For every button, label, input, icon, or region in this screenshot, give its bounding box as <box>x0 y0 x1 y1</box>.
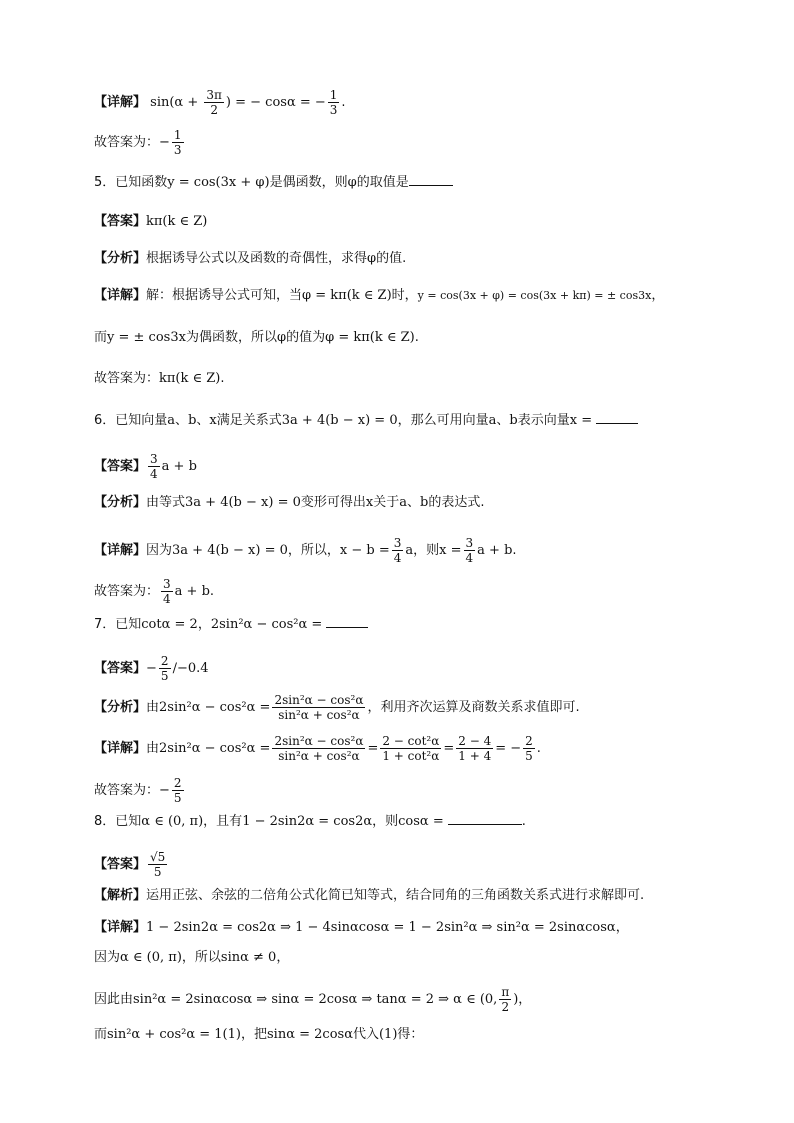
text: ，所以， <box>287 543 340 558</box>
text: 、 <box>407 495 421 510</box>
denominator: 4 <box>465 551 474 565</box>
answer-line <box>94 850 169 879</box>
math: sin²α = 2sinαcosα ⇒ sinα = 2cosα ⇒ tanα = 2 ⇒ α ∈ (0, <box>133 992 498 1007</box>
text: . <box>521 814 526 829</box>
math: φ = kπ(k ∈ Z) <box>325 330 415 345</box>
math: sinα ≠ 0 <box>220 950 277 965</box>
math: φ <box>347 175 357 190</box>
math: b <box>188 413 197 428</box>
detail-line <box>94 918 629 938</box>
numerator: 3 <box>465 536 474 550</box>
math: cotα = 2 <box>141 617 198 632</box>
denominator: 5 <box>525 749 533 763</box>
math: sin <box>150 95 170 110</box>
text: 由 <box>146 700 160 715</box>
answer-tag: 【答案】 <box>94 661 147 676</box>
math: − <box>146 661 157 676</box>
fraction <box>272 693 365 722</box>
math: x = <box>569 413 593 428</box>
math: φ = kπ(k ∈ Z) <box>302 288 392 303</box>
numerator: √5 <box>150 850 166 864</box>
text: 时， <box>391 288 418 303</box>
answer-line <box>94 128 186 157</box>
answer-blank <box>326 615 368 628</box>
math: 3a + 4(b − x) = 0 <box>185 495 301 510</box>
numerator: π <box>501 985 510 999</box>
fraction <box>172 776 184 805</box>
analysis-tag: 【分析】 <box>94 495 147 510</box>
math: 1 − 2sin2α = cos2α <box>242 814 373 829</box>
q-text: ， <box>197 617 211 632</box>
q-text: 7．已知 <box>94 617 142 632</box>
text: ， <box>615 920 629 935</box>
detail-line <box>94 536 517 565</box>
text: 故答案为： <box>94 584 160 599</box>
math: kπ(k ∈ Z) <box>159 371 221 386</box>
text: 、 <box>496 413 510 428</box>
text: 故答案为： <box>94 371 160 386</box>
text: 关于 <box>373 495 400 510</box>
question-7 <box>94 615 368 635</box>
q-text: 满足关系式 <box>216 413 282 428</box>
text: ， <box>518 992 532 1007</box>
fraction <box>204 88 224 117</box>
detail-tag: 【详解】 <box>94 920 147 935</box>
math: α ∈ (0, π) <box>120 950 182 965</box>
denominator: 3 <box>329 103 338 117</box>
detail-line <box>94 88 346 117</box>
q-text: 的取值是 <box>356 175 409 190</box>
math: a <box>167 413 176 428</box>
answer-label: 故答案为：− <box>94 135 170 150</box>
numerator: 2sin²α − cos²α <box>274 693 364 707</box>
detail-line-2 <box>94 328 419 348</box>
denominator: 4 <box>163 592 171 606</box>
analysis-tag: 【分析】 <box>94 251 147 266</box>
text: 因为 <box>94 950 121 965</box>
math: /−0.4 <box>172 661 209 676</box>
numerator: 3 <box>150 452 158 466</box>
math: y = cos(3x + φ) <box>167 175 270 190</box>
math: α ∈ (0, π) <box>141 814 204 829</box>
detail-tag: 【详解】 <box>94 543 147 558</box>
math: 3a + 4(b − x) = 0 <box>281 413 398 428</box>
text: . <box>209 584 215 599</box>
q-text: ，那么可用向量 <box>397 413 489 428</box>
analysis-tag: 【分析】 <box>94 700 147 715</box>
text: 由 <box>146 741 160 756</box>
denominator: 4 <box>393 551 402 565</box>
text: ， <box>276 950 290 965</box>
math: = <box>443 741 455 756</box>
q-text: 是偶函数，则 <box>269 175 348 190</box>
text: 为偶函数，所以 <box>185 330 277 345</box>
math: φ <box>367 251 377 266</box>
text: ，把 <box>240 1027 267 1042</box>
text: 由等式 <box>146 495 186 510</box>
text: 代入 <box>352 1027 379 1042</box>
math: y = ± cos3x <box>107 330 186 345</box>
text: . <box>414 330 419 345</box>
denominator: sin²α + cos²α <box>278 749 360 763</box>
q-text: 8．已知 <box>94 814 142 829</box>
answer-tag: 【答案】 <box>94 857 147 872</box>
detail-line <box>94 734 541 763</box>
text: 而 <box>94 330 108 345</box>
text: . <box>536 741 541 756</box>
text: ，所以 <box>181 950 221 965</box>
math: x − b = <box>339 543 390 558</box>
text: 运用正弦、余弦的二倍角公式化简已知等式，结合同角的三角函数关系式进行求解即可. <box>146 888 645 903</box>
numerator: 2 <box>173 776 182 790</box>
answer-tag: 【答案】 <box>94 214 147 229</box>
fraction <box>148 452 160 481</box>
math: a + b <box>161 459 197 474</box>
fraction <box>161 577 173 606</box>
answer-line <box>94 776 186 805</box>
denominator: 5 <box>160 669 169 683</box>
text: ，利用齐次运算及商数关系求值即可. <box>367 700 580 715</box>
q-text: 表示向量 <box>517 413 570 428</box>
answer-blank <box>448 812 522 825</box>
detail-line-2 <box>94 948 289 968</box>
math: ) <box>513 992 519 1007</box>
text: . <box>220 371 225 386</box>
numerator: 3 <box>163 577 171 591</box>
answer-blank <box>409 173 453 186</box>
period: . <box>341 95 346 110</box>
analysis-line <box>94 886 644 906</box>
text: 故答案为：− <box>94 783 170 798</box>
answer-line <box>94 577 214 606</box>
numerator: 2 − cot²α <box>382 734 440 748</box>
detail-tag: 【详解】 <box>94 288 147 303</box>
math: cosα = <box>398 814 444 829</box>
denominator: 1 + cot²α <box>382 749 440 763</box>
math: y = cos(3x + φ) = cos(3x + kπ) = ± cos3x <box>417 289 652 302</box>
analysis-tag: 【解析】 <box>94 888 147 903</box>
text: ， <box>651 288 665 303</box>
answer-tag: 【答案】 <box>94 459 147 474</box>
fraction <box>499 985 511 1014</box>
math: ) = − cosα = − <box>225 95 326 110</box>
math: x = <box>439 543 462 558</box>
q-text: 6．已知向量 <box>94 413 168 428</box>
q-text: 5．已知函数 <box>94 175 168 190</box>
math: kπ(k ∈ Z) <box>146 214 208 229</box>
text: 因为 <box>146 543 173 558</box>
numerator: 1 <box>329 88 338 102</box>
numerator: 2sin²α − cos²α <box>274 734 364 748</box>
math: φ <box>276 330 287 345</box>
text: 得： <box>397 1027 424 1042</box>
math: a + b <box>477 543 513 558</box>
fraction <box>328 88 340 117</box>
math: 3a + 4(b − x) = 0 <box>172 543 288 558</box>
math: (α + <box>169 95 203 110</box>
denominator: 2 <box>501 1000 510 1014</box>
math: 1 − 2sin2α = cos2α ⇒ 1 − 4sinαcosα = 1 − 2sin²α ⇒ sin²α = 2sinαcosα <box>146 920 616 935</box>
answer-blank <box>596 411 638 424</box>
text: 因此由 <box>94 992 134 1007</box>
math: sinα = 2cosα <box>267 1027 353 1042</box>
math: a <box>405 543 414 558</box>
math: a <box>488 413 497 428</box>
numerator: 2 <box>525 734 533 748</box>
math: a + b <box>174 584 210 599</box>
text: 而 <box>94 1027 108 1042</box>
fraction <box>456 734 493 763</box>
analysis-line <box>94 493 485 513</box>
q-text: ，则 <box>372 814 399 829</box>
answer-line <box>94 369 225 389</box>
text: 的值为 <box>286 330 326 345</box>
answer-line <box>94 654 209 683</box>
denominator: 1 + 4 <box>458 749 492 763</box>
denominator: 5 <box>153 865 162 879</box>
analysis-line <box>94 249 406 269</box>
fraction <box>148 850 167 879</box>
question-5 <box>94 173 453 193</box>
denominator: 4 <box>150 467 158 481</box>
text: 变形可得出 <box>300 495 366 510</box>
answer-line <box>94 452 197 481</box>
detail-line <box>94 286 664 306</box>
math: x <box>365 495 374 510</box>
detail-tag: 【详解】 <box>94 95 147 110</box>
text: 的值. <box>376 251 407 266</box>
text: ，则 <box>413 543 440 558</box>
question-8 <box>94 812 526 832</box>
q-text: ，且有 <box>203 814 243 829</box>
math: 2sin²α − cos²α = <box>159 700 271 715</box>
math: 2sin²α − cos²α = <box>159 741 271 756</box>
numerator: 1 <box>173 128 182 142</box>
fraction <box>380 734 441 763</box>
numerator: 3π <box>206 88 222 102</box>
math: b <box>509 413 518 428</box>
text: 的表达式. <box>428 495 485 510</box>
analysis-line <box>94 693 580 722</box>
math: x <box>209 413 217 428</box>
fraction <box>159 654 171 683</box>
math: (1) <box>378 1027 398 1042</box>
denominator: 5 <box>173 791 182 805</box>
denominator: 3 <box>173 143 182 157</box>
fraction <box>392 536 404 565</box>
fraction <box>172 128 184 157</box>
text: 、 <box>196 413 210 428</box>
numerator: 3 <box>393 536 402 550</box>
math: sin²α + cos²α = 1(1) <box>107 1027 241 1042</box>
text: 解：根据诱导公式可知，当 <box>146 288 303 303</box>
denominator: sin²α + cos²α <box>278 708 360 722</box>
fraction <box>464 536 476 565</box>
math: b <box>420 495 429 510</box>
detail-line-3 <box>94 985 531 1014</box>
numerator: 2 <box>160 654 169 668</box>
question-6 <box>94 411 638 431</box>
text: 根据诱导公式以及函数的奇偶性，求得 <box>146 251 368 266</box>
math: = − <box>495 741 522 756</box>
answer-line <box>94 212 207 232</box>
detail-tag: 【详解】 <box>94 741 147 756</box>
detail-line-4 <box>94 1025 423 1045</box>
text: 、 <box>175 413 189 428</box>
math: = <box>367 741 379 756</box>
text: . <box>512 543 517 558</box>
numerator: 2 − 4 <box>458 734 492 748</box>
denominator: 2 <box>210 103 218 117</box>
fraction <box>523 734 535 763</box>
math: a <box>399 495 408 510</box>
math: 2sin²α − cos²α = <box>210 617 323 632</box>
fraction <box>272 734 365 763</box>
